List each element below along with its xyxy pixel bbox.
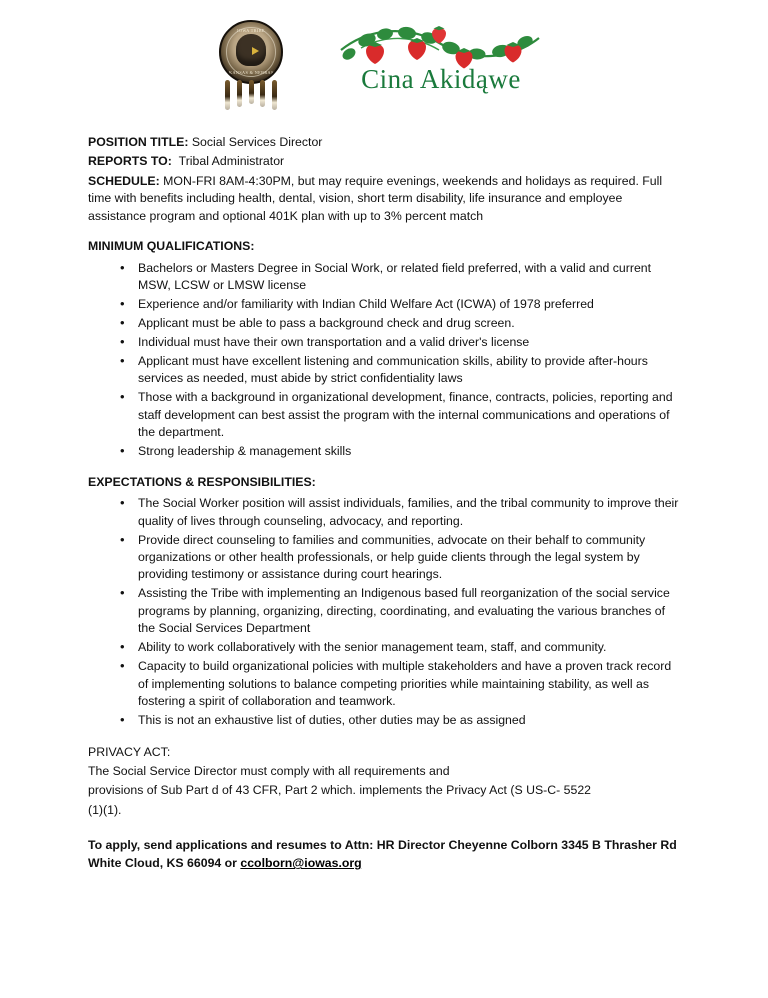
feather-icon (237, 80, 242, 107)
privacy-act-section (88, 744, 682, 820)
privacy-act-line: (1)(1). (88, 802, 122, 817)
feathers-icon (225, 80, 277, 112)
list-item: • Bachelors or Masters Degree in Social Work, or related field preferred, with a valid and current MSW, LCSW or LMSW license (118, 260, 682, 295)
reports-to-line (88, 153, 682, 170)
feather-icon (225, 80, 230, 110)
seal-text-top: IOWA TRIBE (237, 28, 265, 33)
list-item: • Assisting the Tribe with implementing an Indigenous based full reorganization of the social service programs by planning, organizing, directing, coordinating, and evaluating the various branches of the Social Services Department (118, 585, 682, 637)
list-item: • The Social Worker position will assist individuals, families, and the tribal community to improve their quality of lives through counseling, advocacy, and reporting. (118, 495, 682, 530)
list-item: • Strong leadership & management skills (118, 443, 682, 460)
privacy-act-line: provisions of Sub Part d of 43 CFR, Part 2 which. implements the Privacy Act (S US-C- 5522 (88, 783, 592, 798)
document-header (88, 14, 682, 118)
position-title-label: POSITION TITLE: (88, 135, 189, 149)
seal-text-bottom: OF KANSAS & NEBRASKA (221, 70, 281, 75)
organization-name: Cina Akidąwe (361, 64, 521, 94)
feather-icon (260, 80, 265, 107)
reports-to-value: Tribal Administrator (178, 154, 285, 169)
list-item: • Applicant must be able to pass a background check and drug screen. (118, 315, 682, 332)
feather-icon (249, 80, 254, 104)
reports-to-label: REPORTS TO: (88, 154, 172, 169)
feather-icon (272, 80, 277, 110)
seal-circle (219, 20, 283, 84)
privacy-act-line: The Social Service Director must comply with all requirements and (88, 764, 450, 778)
minimum-qualifications-heading: MINIMUM QUALIFICATIONS: (88, 239, 255, 254)
apply-instructions (88, 837, 682, 873)
organization-logo (331, 20, 551, 112)
list-item: • Applicant must have excellent listening and communication skills, ability to provide after-hours services as needed, must abide by strict confidentiality laws (118, 353, 682, 388)
list-item: • Individual must have their own transportation and a valid driver's license (118, 334, 682, 351)
position-title-value: Social Services Director (191, 135, 323, 149)
eagle-beak-icon (252, 47, 259, 55)
schedule-value: MON-FRI 8AM-4:30PM, but may require evenings, weekends and holidays as required. Full time with benefits including health, dental, vision, short term disability, life insurance and employee assistance program and optional 401K plan with up to 3% percent match (88, 173, 663, 223)
minimum-qualifications-list (88, 260, 682, 461)
list-item: • Ability to work collaboratively with the senior management team, staff, and community. (118, 639, 682, 656)
expectations-responsibilities-heading: EXPECTATIONS & RESPONSIBILITIES: (88, 474, 316, 489)
privacy-act-heading: PRIVACY ACT: (88, 744, 171, 759)
apply-email-link[interactable]: ccolborn@iowas.org (240, 856, 362, 871)
document-body (88, 134, 682, 873)
schedule-line (88, 173, 682, 225)
list-item: • This is not an exhaustive list of duties, other duties may be as assigned (118, 712, 682, 729)
list-item: • Experience and/or familiarity with Indian Child Welfare Act (ICWA) of 1978 preferred (118, 296, 682, 313)
list-item: • Those with a background in organizational development, finance, contracts, policies, reporting and staff development can best assist the program with the internal communications and operations of the department. (118, 389, 682, 441)
list-item: • Provide direct counseling to families and communities, advocate on their behalf to community organizations or other health professionals, or help guide clients through the legal system by providing testimony or assistance during court hearings. (118, 532, 682, 584)
tribal-seal-icon (219, 20, 283, 112)
eagle-icon (236, 34, 266, 66)
list-item: • Capacity to build organizational policies with multiple stakeholders and have a proven track record of implementing solutions to balance competing priorities while maintaining stability, as well as fostering a spirit of collaboration and teamwork. (118, 658, 682, 710)
position-title-line (88, 134, 682, 151)
apply-text: To apply, send applications and resumes to Attn: HR Director Cheyenne Colborn 3345 B Thrasher Rd White Cloud, KS 66094 or (88, 838, 677, 871)
schedule-label: SCHEDULE: (88, 173, 160, 188)
expectations-responsibilities-list (88, 495, 682, 729)
